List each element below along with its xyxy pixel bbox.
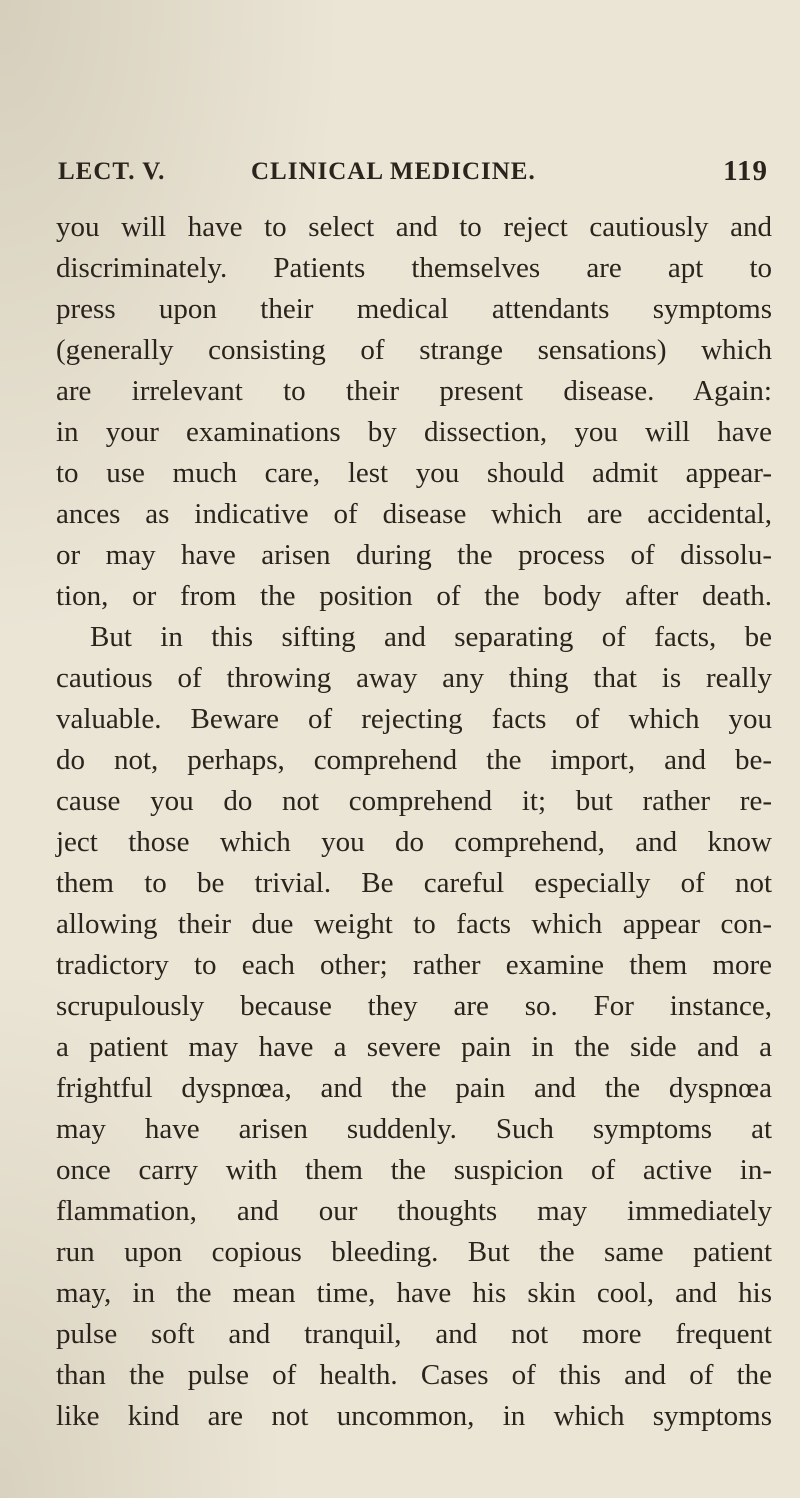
text-line: scrupulously because they are so. For instance,	[56, 990, 772, 1022]
text-line: frightful dyspnœa, and the pain and the dyspnœa	[56, 1072, 772, 1104]
text-line: in your examinations by dissection, you will have	[56, 416, 772, 448]
running-title: CLINICAL MEDICINE.	[251, 158, 536, 185]
text-line: a patient may have a severe pain in the side and a	[56, 1031, 772, 1063]
text-line: flammation, and our thoughts may immediately	[56, 1195, 772, 1227]
text-line: or may have arisen during the process of dissolu-	[56, 539, 772, 571]
text-line: you will have to select and to reject cautiously and	[56, 211, 772, 243]
text-line: to use much care, lest you should admit appear-	[56, 457, 772, 489]
text-line: ject those which you do comprehend, and know	[56, 826, 772, 858]
body-text	[56, 207, 772, 1437]
page-number: 119	[723, 155, 768, 187]
text-line: may, in the mean time, have his skin cool, and his	[56, 1277, 772, 1309]
text-line: like kind are not uncommon, in which symptoms	[56, 1400, 772, 1432]
text-line: But in this sifting and separating of facts, be	[90, 621, 772, 653]
text-line: cause you do not comprehend it; but rather re-	[56, 785, 772, 817]
text-line: press upon their medical attendants symptoms	[56, 293, 772, 325]
running-head	[58, 155, 768, 192]
text-line: run upon copious bleeding. But the same patient	[56, 1236, 772, 1268]
text-line: ances as indicative of disease which are accidental,	[56, 498, 772, 530]
text-line: discriminately. Patients themselves are apt to	[56, 252, 772, 284]
text-line: (generally consisting of strange sensations) which	[56, 334, 772, 366]
text-line: allowing their due weight to facts which appear con-	[56, 908, 772, 940]
lecture-label: LECT. V.	[58, 158, 166, 185]
text-line: do not, perhaps, comprehend the import, and be-	[56, 744, 772, 776]
text-line: once carry with them the suspicion of active in-	[56, 1154, 772, 1186]
text-line: cautious of throwing away any thing that is really	[56, 662, 772, 694]
text-line: pulse soft and tranquil, and not more frequent	[56, 1318, 772, 1350]
text-line: tradictory to each other; rather examine them more	[56, 949, 772, 981]
text-line: are irrelevant to their present disease. Again:	[56, 375, 772, 407]
text-line: than the pulse of health. Cases of this and of the	[56, 1359, 772, 1391]
text-line: tion, or from the position of the body after death.	[56, 580, 772, 612]
text-line: valuable. Beware of rejecting facts of which you	[56, 703, 772, 735]
text-line: them to be trivial. Be careful especially of not	[56, 867, 772, 899]
text-line: may have arisen suddenly. Such symptoms at	[56, 1113, 772, 1145]
